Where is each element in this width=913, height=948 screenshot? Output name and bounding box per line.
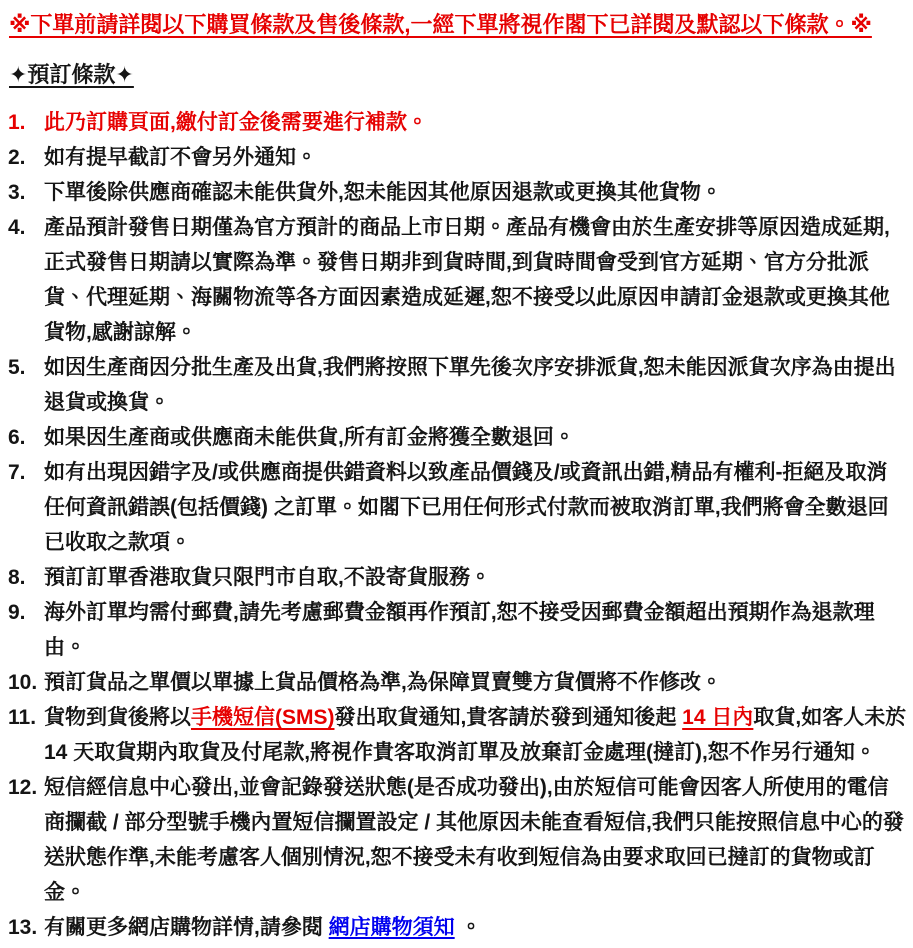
term-item-7 [8,455,907,560]
term-text [44,455,907,560]
term-text-segment: 預訂貨品之單價以單據上貨品價格為準,為保障買賣雙方貨價將不作修改。 [44,671,722,694]
term-number: 6. [8,426,26,449]
term-text-segment: 此乃訂購頁面,繳付訂金後需要進行補款。 [44,111,428,134]
section-heading: ✦預訂條款✦ [9,62,134,87]
term-item-6 [8,420,907,455]
term-item-4 [8,210,907,350]
terms-list [8,105,907,945]
term-text [44,910,907,945]
term-number: 2. [8,146,26,169]
sms-notice-highlight: 手機短信(SMS) [191,706,335,729]
term-text [44,595,907,665]
page-title: ※下單前請詳閱以下購買條款及售後條款,一經下單將視作閣下已詳閱及默認以下條款。※ [9,12,872,37]
term-number: 10. [8,671,38,694]
term-text-segment: 。 [454,916,482,939]
term-text-segment: 下單後除供應商確認未能供貨外,恕未能因其他原因退款或更換其他貨物。 [44,181,722,204]
term-item-10 [8,665,907,700]
term-text [44,665,907,700]
pickup-deadline-highlight: 14 日內 [682,706,754,729]
term-text-segment: 發出取貨通知,貴客請於發到通知後起 [334,706,683,729]
term-item-1 [8,105,907,140]
term-item-2 [8,140,907,175]
term-item-13 [8,910,907,945]
term-text-segment: 如有出現因錯字及/或供應商提供錯資料以致產品價錢及/或資訊出錯,精品有權利-拒絕及取消任何資訊錯誤(包括價錢) 之訂單。如閣下已用任何形式付款而被取消訂單,我們將會全數退回已收取之款項。 [44,461,889,554]
term-number: 3. [8,181,26,204]
term-text [44,175,907,210]
term-number: 5. [8,356,26,379]
term-text [44,700,907,770]
online-store-notice-link[interactable]: 網店購物須知 [328,916,455,939]
term-text [44,210,907,350]
term-text [44,560,907,595]
term-text [44,770,907,910]
term-number: 11. [8,706,37,729]
term-text [44,140,907,175]
term-text-segment: 如因生產商因分批生產及出貨,我們將按照下單先後次序安排派貨,恕未能因派貨次序為由提出退貨或換貨。 [44,356,896,414]
term-item-12 [8,770,907,910]
term-item-5 [8,350,907,420]
term-text [44,350,907,420]
term-number: 13. [8,916,38,939]
term-text-segment: 海外訂單均需付郵費,請先考慮郵費金額再作預訂,恕不接受因郵費金額超出預期作為退款理由。 [44,601,875,659]
term-text-segment: 如果因生產商或供應商未能供貨,所有訂金將獲全數退回。 [44,426,575,449]
term-text-segment: 產品預計發售日期僅為官方預計的商品上市日期。產品有機會由於生產安排等原因造成延期,正式發售日期請以實際為準。發售日期非到貨時間,到貨時間會受到官方延期、官方分批派貨、代理延期、海關物流等各方面因素造成延遲,恕不接受以此原因申請訂金退款或更換其他貨物,感謝諒解。 [44,216,890,344]
term-text-segment: 貨物到貨後將以 [44,706,191,729]
term-text-segment: 有關更多網店購物詳情,請參閱 [44,916,329,939]
term-text [44,105,907,140]
term-number: 12. [8,776,38,799]
term-number: 9. [8,601,26,624]
term-number: 7. [8,461,26,484]
term-text-segment: 預訂訂單香港取貨只限門市自取,不設寄貨服務。 [44,566,491,589]
term-text-segment: 取貨,如客人未於 14 天取貨期內取貨及付尾款,將視作貴客取消訂單及放棄訂金處理(撻訂),恕不作另行通知。 [44,706,907,764]
term-number: 1. [8,111,26,134]
term-text-segment: 如有提早截訂不會另外通知。 [44,146,317,169]
term-item-11 [8,700,907,770]
term-text [44,420,907,455]
term-item-8 [8,560,907,595]
term-item-3 [8,175,907,210]
term-text-segment: 短信經信息中心發出,並會記錄發送狀態(是否成功發出),由於短信可能會因客人所使用的電信商攔截 / 部分型號手機內置短信攔置設定 / 其他原因未能查看短信,我們只能按照信息中心的發送狀態作準,未能考慮客人個別情況,恕不接受未有收到短信為由要求取回已撻訂的貨物或訂金。 [44,776,904,904]
term-number: 8. [8,566,26,589]
term-number: 4. [8,216,26,239]
term-item-9 [8,595,907,665]
